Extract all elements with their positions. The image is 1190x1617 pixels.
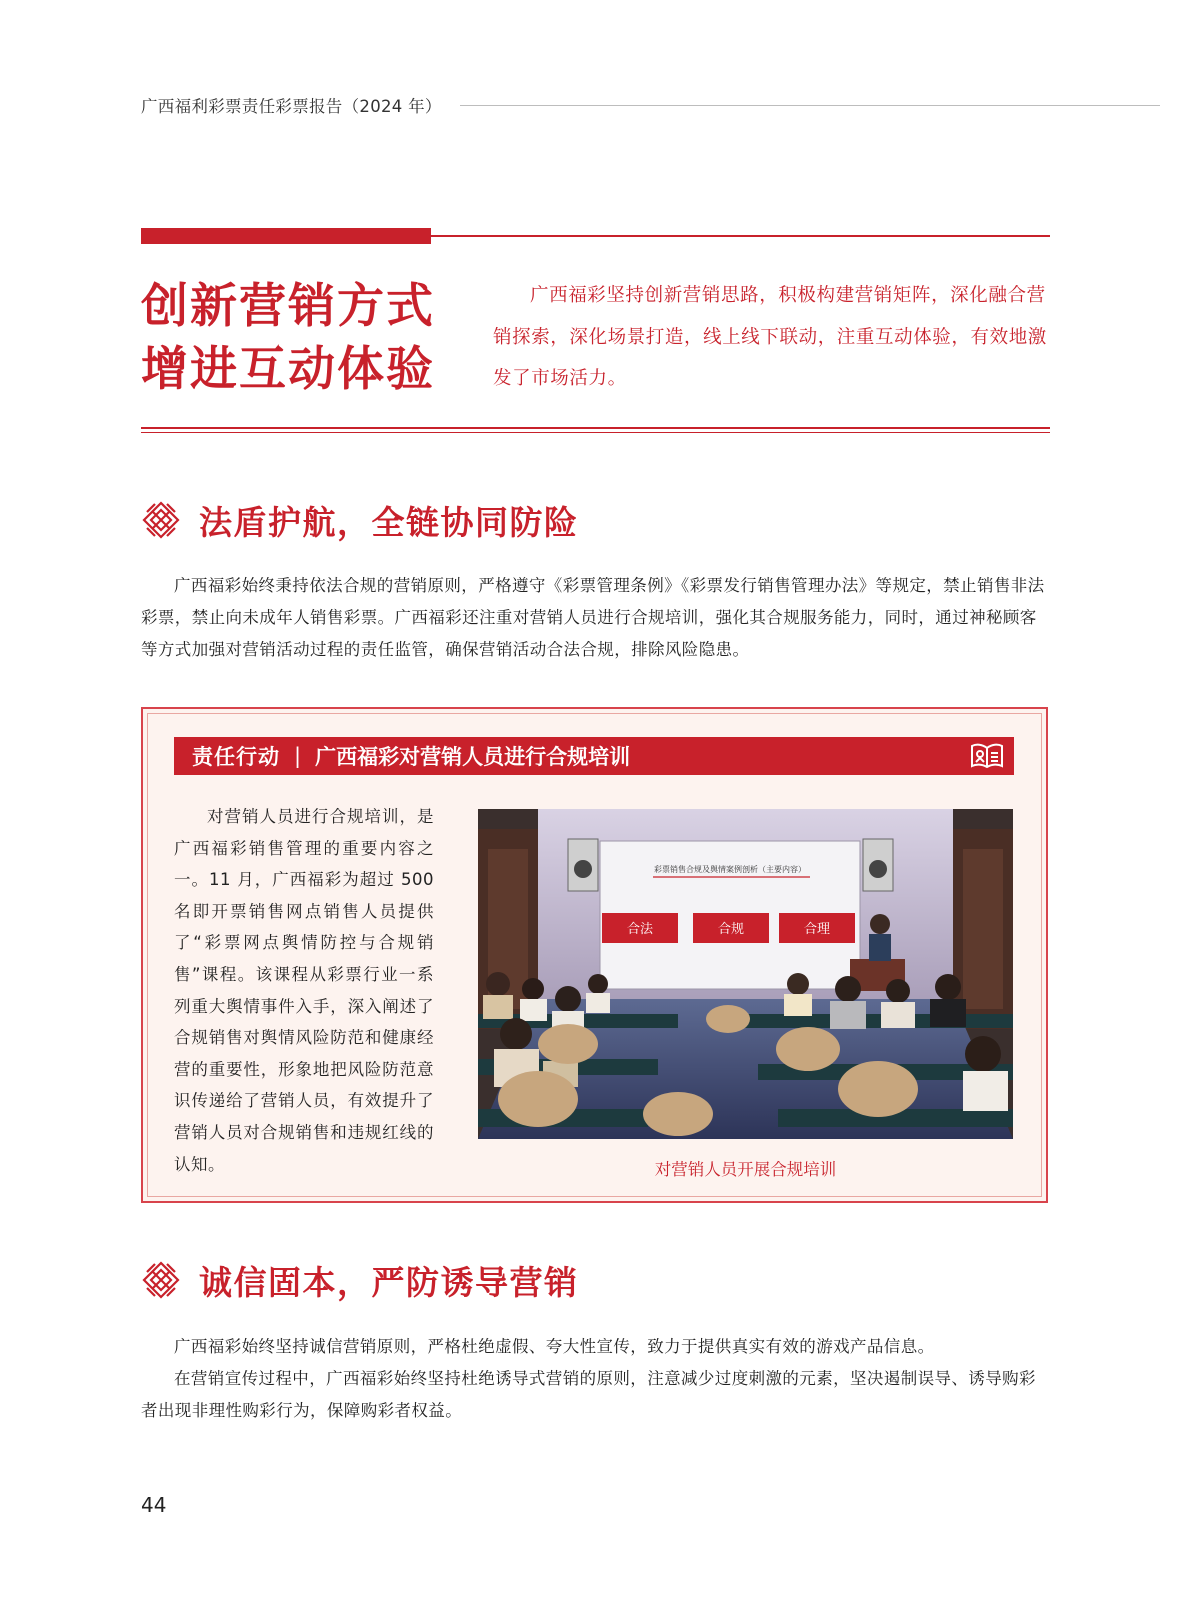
section2-body (141, 1331, 1050, 1427)
action-separator: | (294, 744, 302, 768)
action-text (174, 801, 434, 1180)
section1-paragraph: 广西福彩始终秉持依法合规的营销原则，严格遵守《彩票管理条例》《彩票发行销售管理办法》等规定，禁止销售非法彩票，禁止向未成年人销售彩票。广西福彩还注重对营销人员进行合规培训，强化其合规服务能力，同时，通过神秘顾客等方式加强对营销活动过程的责任监管，确保营销活动合法合规，排除风险隐患。 (141, 576, 1045, 659)
training-photo (478, 809, 1013, 1139)
title-bottom-rule-thin (141, 432, 1050, 433)
training-photo-illustration (478, 809, 1013, 1139)
running-header: 广西福利彩票责任彩票报告（2024 年） (141, 97, 442, 116)
page-number: 44 (141, 1493, 167, 1517)
chinese-knot-icon (141, 1260, 181, 1300)
action-title: 广西福彩对营销人员进行合规培训 (315, 745, 631, 769)
section2-paragraph2: 在营销宣传过程中，广西福彩始终坚持杜绝诱导式营销的原则，注意减少过度刺激的元素，坚决遏制误导、诱导购彩者出现非理性购彩行为，保障购彩者权益。 (141, 1369, 1036, 1420)
chinese-knot-icon (141, 500, 181, 540)
photo-tag-compliant: 合规 (717, 922, 745, 937)
photo-tag-reasonable: 合理 (803, 922, 831, 937)
section1-body (141, 570, 1050, 666)
action-paragraph: 对营销人员进行合规培训，是广西福彩销售管理的重要内容之一。11 月，广西福彩为超过 500 名即开票销售网点销售人员提供了“彩票网点舆情防控与合规销售”课程。该课程从彩票行业一系列重大舆情事件入手，深入阐述了合规销售对舆情风险防范和健康经营的重要性，形象地把风险防范意识传递给了营销人员，有效提升了营销人员对合规销售和违规红线的认知。 (174, 807, 434, 1174)
section2-paragraph1: 广西福彩始终坚持诚信营销原则，严格杜绝虚假、夸大性宣传，致力于提供真实有效的游戏产品信息。 (174, 1337, 935, 1356)
section2-title: 诚信固本，严防诱导营销 (199, 1262, 579, 1302)
header-rule (460, 105, 1160, 106)
title-bar-thick (141, 228, 431, 244)
open-book-icon (970, 743, 1004, 769)
chapter-title-line1: 创新营销方式 (141, 279, 435, 334)
photo-caption: 对营销人员开展合规培训 (654, 1160, 837, 1179)
action-label: 责任行动 (192, 745, 280, 769)
chapter-title-line2: 增进互动体验 (141, 342, 435, 397)
photo-tag-legal: 合法 (626, 922, 654, 937)
photo-screen-title: 彩票销售合规及舆情案例剖析（主要内容） (654, 865, 806, 874)
section1-heading (141, 498, 579, 542)
action-banner (174, 737, 1014, 775)
title-bottom-rule (141, 427, 1050, 429)
chapter-title (141, 275, 471, 401)
chapter-intro: 广西福彩坚持创新营销思路，积极构建营销矩阵，深化融合营销探索，深化场景打造，线上线下联动，注重互动体验，有效地激发了市场活力。 (493, 285, 1047, 389)
title-bar-thin (431, 235, 1050, 237)
section2-heading (141, 1258, 579, 1302)
responsibility-action-box (141, 707, 1048, 1203)
section1-title: 法盾护航，全链协同防险 (199, 502, 579, 542)
